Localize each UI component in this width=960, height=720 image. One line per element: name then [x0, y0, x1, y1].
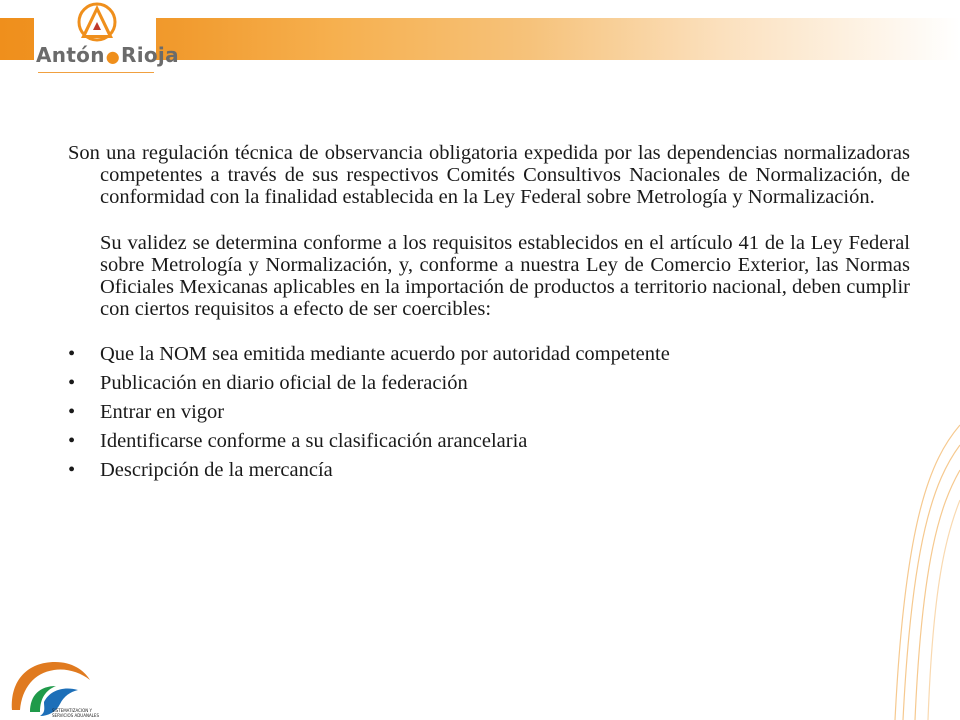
logo-emblem-icon	[34, 0, 156, 48]
bullet-icon: •	[68, 372, 76, 394]
bullet-icon: •	[68, 459, 76, 481]
list-item-text: Identificarse conforme a su clasificación arancelaria	[100, 430, 528, 452]
bullet-icon: •	[68, 430, 76, 452]
slide-content	[68, 142, 910, 485]
list-item	[68, 398, 910, 427]
list-item-text: Entrar en vigor	[100, 401, 225, 423]
bullet-icon: •	[68, 401, 76, 423]
requirements-list	[68, 340, 910, 485]
bullet-icon: •	[68, 343, 76, 365]
footer-logo	[0, 640, 100, 720]
logo-text-rioja: Rioja	[121, 43, 179, 67]
validity-paragraph: Su validez se determina conforme a los requisitos establecidos en el artículo 41 de la Ley Federal sobre Metrología y Normalización, y, conforme a nuestra Ley de Comercio Exterior, las Normas Oficiales Mexicanas aplicables en la importación de productos a territorio nacional, deben cumplir con ciertos requisitos a efecto de ser coercibles:	[100, 232, 910, 320]
list-item-text: Que la NOM sea emitida mediante acuerdo por autoridad competente	[100, 343, 670, 365]
list-item	[68, 456, 910, 485]
list-item	[68, 369, 910, 398]
footer-logo-caption-2: SERVICIOS ADUANALES	[52, 713, 99, 718]
footer-logo-caption-1: SISTEMATIZACION Y	[52, 708, 92, 713]
list-item-text: Publicación en diario oficial de la federación	[100, 372, 468, 394]
list-item	[68, 340, 910, 369]
logo-wordmark	[36, 43, 179, 67]
list-item	[68, 427, 910, 456]
logo-text-anton: Antón	[36, 43, 105, 67]
logo-dot-icon: ●	[105, 47, 121, 66]
logo-underline	[38, 72, 154, 73]
definition-paragraph: Son una regulación técnica de observancia obligatoria expedida por las dependencias normalizadoras competentes a través de sus respectivos Comités Consultivos Nacionales de Normalización, de conformidad con la finalidad establecida en la Ley Federal sobre Metrología y Normalización.	[68, 142, 910, 208]
list-item-text: Descripción de la mercancía	[100, 459, 333, 481]
company-logo	[34, 0, 156, 80]
